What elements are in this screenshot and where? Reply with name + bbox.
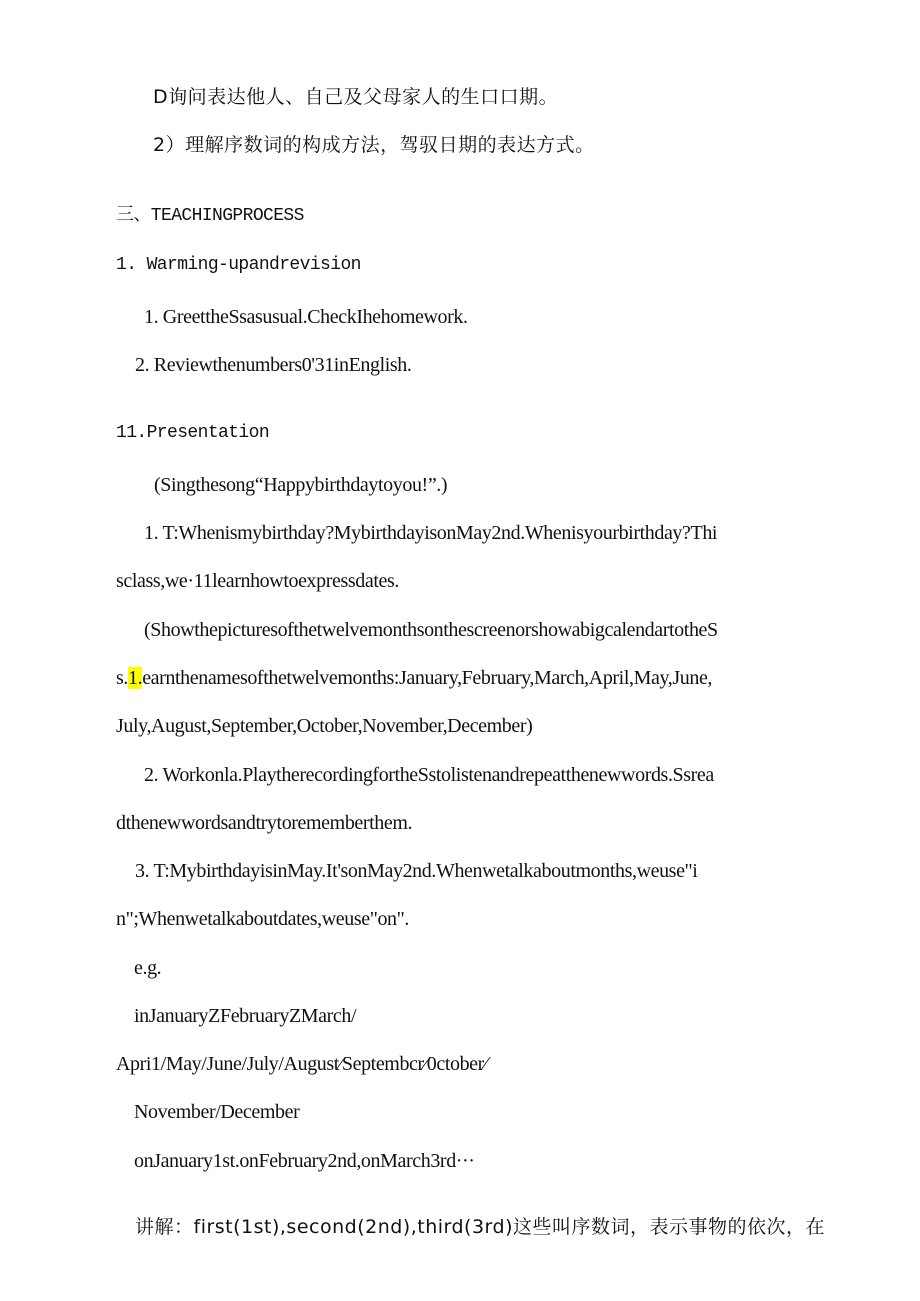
presentation-intro: (Singthesong“Happybirthdaytoyou!”.) xyxy=(154,474,448,496)
warmup-step-2: 2. Reviewthenumbers0'31inEnglish. xyxy=(135,354,412,376)
warmup-step-1: 1. GreettheSsasusual.CheckIhehomework. xyxy=(144,306,468,328)
dates-example-line: onJanuary1st.onFebruary2nd,onMarch3rd··· xyxy=(134,1150,475,1172)
show-line2-rest: earnthenamesofthetwelvemonths:January,February,March,April,May,June, xyxy=(142,667,713,689)
section-heading-teaching-process: 三、TEACHINGPROCESS xyxy=(116,206,304,226)
show-pictures-line3: July,August,September,October,November,December) xyxy=(116,715,533,737)
highlighted-marker: 1. xyxy=(127,667,143,689)
presentation-step2-line2: dthenewwordsandtrytorememberthem. xyxy=(116,812,413,834)
show-line2-prefix: s. xyxy=(116,667,128,689)
explanation-line: 讲解：first(1st),second(2nd),third(3rd)这些叫序数词，表示事物的依次，在 xyxy=(135,1216,826,1238)
example-label: e.g. xyxy=(134,957,162,979)
part2-heading: 11.Presentation xyxy=(116,423,270,443)
show-pictures-line2 xyxy=(116,665,712,691)
presentation-step2-line1: 2. Workonla.PlaytherecordingfortheSstolistenandrepeatthenewwords.Ssrea xyxy=(144,764,714,786)
objective-item-d: D询问表达他人、自己及父母家人的生口口期。 xyxy=(153,86,559,108)
months-line-1: inJanuaryZFebruaryZMarch/ xyxy=(134,1005,357,1027)
objective-item-2: 2）理解序数词的构成方法，驾驭日期的表达方式。 xyxy=(153,134,595,156)
months-line-3: November/December xyxy=(134,1101,300,1123)
part1-heading: 1. Warming-upandrevision xyxy=(116,255,361,275)
presentation-step1-line1: 1. T:Whenismybirthday?MybirthdayisonMay2nd.Whenisyourbirthday?Thi xyxy=(144,522,718,544)
presentation-step3-line1: 3. T:MybirthdayisinMay.It'sonMay2nd.Whenwetalkaboutmonths,weuse"i xyxy=(135,860,698,882)
presentation-step3-line2: n";Whenwetalkaboutdates,weuse"on". xyxy=(116,908,410,930)
show-pictures-line1: (ShowthepicturesofthetwelvemonthsonthescreenorshowabigcalendartotheS xyxy=(144,619,718,641)
months-line-2: Apri1/May/June/July/August⁄Septembcr⁄0ctober⁄ xyxy=(116,1053,487,1075)
presentation-step1-line2: sclass,we·11learnhowtoexpressdates. xyxy=(116,570,399,592)
